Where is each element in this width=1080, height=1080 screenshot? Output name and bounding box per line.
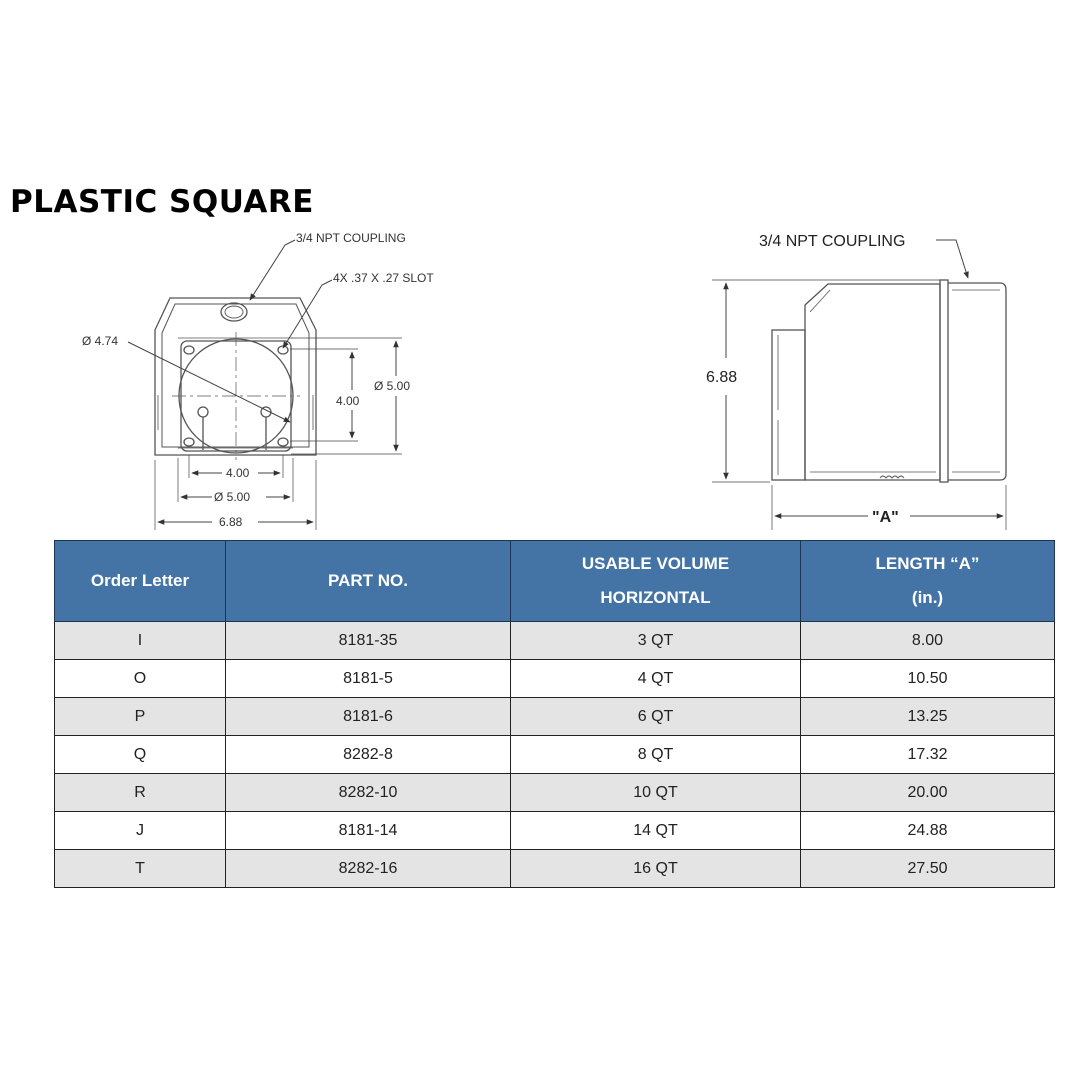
diameter-label: Ø 4.74 [82, 334, 119, 348]
slot-icon [184, 346, 194, 354]
side-body [805, 284, 940, 480]
cell-length: 17.32 [801, 736, 1055, 774]
page-title: PLASTIC SQUARE [10, 184, 314, 220]
vertical-outer-dim: Ø 5.00 [374, 379, 411, 393]
cell-order-letter: R [55, 774, 226, 812]
slot-icon [278, 438, 288, 446]
slot-icon [184, 438, 194, 446]
horizontal-inner-dim: 4.00 [226, 466, 250, 480]
side-height-dim: 6.88 [706, 369, 738, 386]
cell-order-letter: O [55, 660, 226, 698]
spec-table [54, 540, 1055, 888]
cell-length: 24.88 [801, 812, 1055, 850]
cell-part-no: 8181-14 [226, 812, 511, 850]
cell-order-letter: I [55, 622, 226, 660]
table-row [55, 812, 1055, 850]
table-header-row [55, 541, 1055, 622]
cell-part-no: 8282-8 [226, 736, 511, 774]
header-usable-volume: USABLE VOLUME HORIZONTAL [511, 541, 801, 622]
side-length-dim: "A" [872, 509, 899, 526]
side-view [772, 280, 1006, 482]
side-coupling-label: 3/4 NPT COUPLING [759, 233, 906, 250]
horizontal-outer-dim: 6.88 [219, 515, 243, 529]
cell-part-no: 8181-6 [226, 698, 511, 736]
table-row [55, 774, 1055, 812]
cell-length: 10.50 [801, 660, 1055, 698]
horizontal-mid-dim: Ø 5.00 [214, 490, 251, 504]
side-flange [772, 330, 805, 480]
header-order-letter: Order Letter [55, 541, 226, 622]
cell-part-no: 8282-10 [226, 774, 511, 812]
table-row [55, 850, 1055, 888]
cell-order-letter: J [55, 812, 226, 850]
cell-volume: 8 QT [511, 736, 801, 774]
header-length: LENGTH “A” (in.) [801, 541, 1055, 622]
cell-order-letter: T [55, 850, 226, 888]
cell-order-letter: P [55, 698, 226, 736]
side-rim [940, 280, 948, 482]
cell-order-letter: Q [55, 736, 226, 774]
cell-volume: 16 QT [511, 850, 801, 888]
table-row [55, 660, 1055, 698]
cell-part-no: 8181-35 [226, 622, 511, 660]
cell-volume: 6 QT [511, 698, 801, 736]
cell-part-no: 8181-5 [226, 660, 511, 698]
side-cap [948, 283, 1006, 480]
cell-length: 27.50 [801, 850, 1055, 888]
slot-label: 4X .37 X .27 SLOT [333, 271, 434, 285]
front-inner-housing [162, 304, 309, 447]
cell-part-no: 8282-16 [226, 850, 511, 888]
front-view [155, 298, 316, 460]
header-part-no: PART NO. [226, 541, 511, 622]
cell-length: 8.00 [801, 622, 1055, 660]
cell-volume: 14 QT [511, 812, 801, 850]
table-row [55, 698, 1055, 736]
cell-volume: 3 QT [511, 622, 801, 660]
front-coupling-label: 3/4 NPT COUPLING [296, 231, 406, 245]
cell-volume: 4 QT [511, 660, 801, 698]
cell-length: 13.25 [801, 698, 1055, 736]
cell-volume: 10 QT [511, 774, 801, 812]
vertical-inner-dim: 4.00 [336, 394, 360, 408]
table-row [55, 622, 1055, 660]
cell-length: 20.00 [801, 774, 1055, 812]
table-row [55, 736, 1055, 774]
